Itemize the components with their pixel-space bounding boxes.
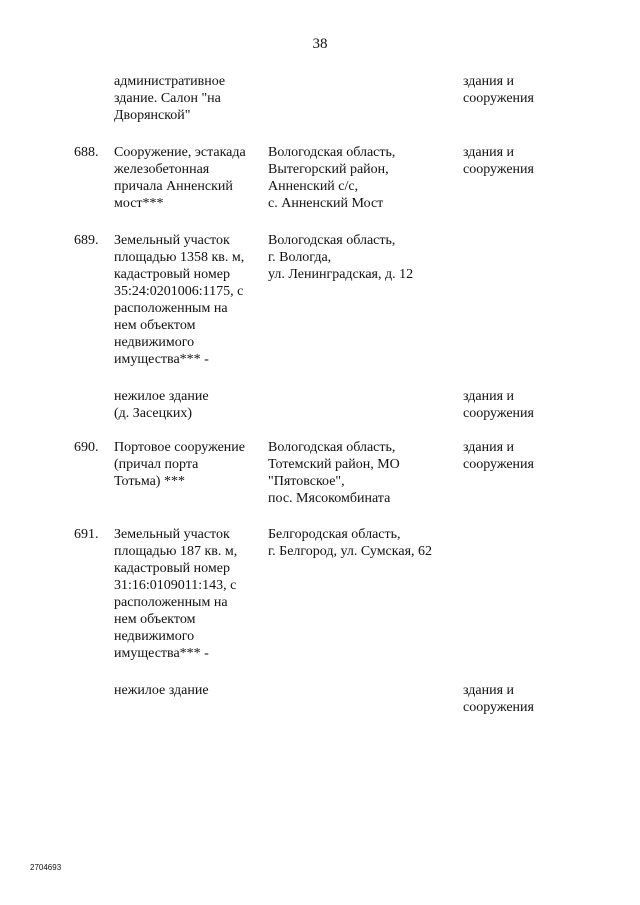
entry-address: Белгородская область, г. Белгород, ул. Сумская, 62	[268, 527, 433, 559]
entry-address: Вологодская область, Вытегорский район, Анненский с/с, с. Анненский Мост	[268, 145, 396, 211]
entry-type: здания и сооружения	[463, 683, 534, 715]
entry-name: Земельный участок площадью 187 кв. м, кадастровый номер 31:16:0109011:143, с расположенным на нем объектом недвижимого имущества*** -	[114, 527, 238, 661]
entry-number: 691.	[74, 527, 99, 542]
footer-code: 2704693	[30, 863, 62, 872]
entry-number: 689.	[74, 233, 99, 248]
entry-name: нежилое здание (д. Засецких)	[114, 389, 209, 421]
entry-number: 688.	[74, 145, 99, 160]
entry-type: здания и сооружения	[463, 389, 534, 421]
entry-name: Сооружение, эстакада железобетонная причала Анненский мост***	[114, 145, 246, 211]
entry-type: здания и сооружения	[463, 74, 534, 106]
entry-type: здания и сооружения	[463, 440, 534, 472]
entry-name: Земельный участок площадью 1358 кв. м, кадастровый номер 35:24:0201006:1175, с расположенным на нем объектом недвижимого имущества*** -	[114, 233, 245, 367]
entry-number: 690.	[74, 440, 99, 455]
entry-name: нежилое здание	[114, 683, 209, 698]
page-number: 38	[312, 36, 328, 52]
entry-name: Портовое сооружение (причал порта Тотьма) ***	[114, 440, 246, 489]
entry-type: здания и сооружения	[463, 145, 534, 177]
entry-address: Вологодская область, Тотемский район, МО "Пятовское", пос. Мясокомбината	[268, 440, 400, 506]
entry-name: административное здание. Салон "на Дворянской"	[114, 74, 226, 123]
entry-address: Вологодская область, г. Вологда, ул. Ленинградская, д. 12	[268, 233, 414, 282]
